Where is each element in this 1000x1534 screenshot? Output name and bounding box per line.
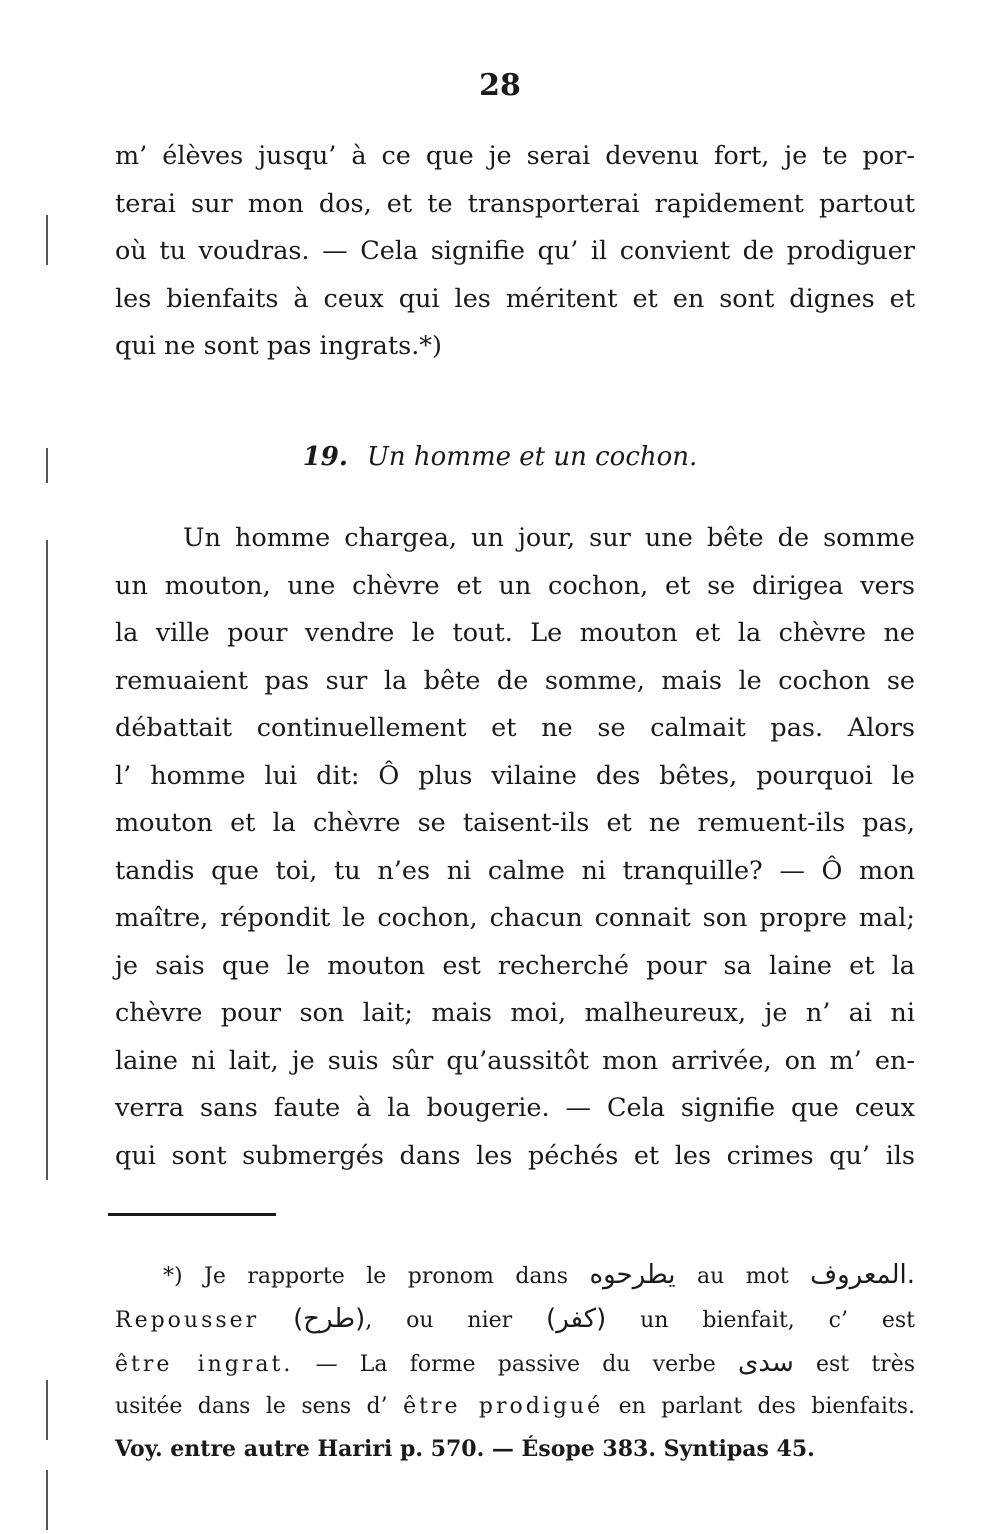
footnote-text: *) Je rapporte le pronom dans (163, 1264, 568, 1289)
margin-mark (46, 215, 48, 265)
footnote-rule (108, 1213, 276, 1216)
text-line: chèvre pour son lait; mais moi, malheureux, je n’ ai ni (115, 998, 915, 1028)
margin-mark (46, 1470, 48, 1530)
margin-mark (46, 448, 48, 483)
text-line: débattait continuellement et ne se calmait pas. Alors (115, 713, 915, 743)
footnote-text: en parlant des bienfaits. (618, 1394, 916, 1419)
text-line: terai sur mon dos, et te transporterai rapidement partout (115, 188, 915, 219)
text-line: verra sans faute à la bougerie. — Cela signifie que ceux (115, 1093, 915, 1123)
margin-mark (46, 1380, 48, 1440)
footnote-line (115, 1342, 915, 1386)
fable-title: Un homme et un cochon. (366, 442, 698, 472)
text-line: qui sont submergés dans les péchés et les crimes qu’ ils (115, 1140, 915, 1171)
arabic-word: (طرح) (293, 1304, 366, 1334)
text-line: m’ élèves jusqu’ à ce que je serai devenu fort, je te por- (115, 141, 915, 171)
fable-heading (0, 442, 1000, 472)
text-line: Un homme chargea, un jour, sur une bête de somme (183, 523, 915, 553)
footnote-line (115, 1254, 915, 1298)
footnote-text: est très (815, 1352, 916, 1377)
fable-number: 19. (302, 442, 348, 472)
footnote-term: être ingrat. (115, 1352, 294, 1377)
text-line: qui ne sont pas ingrats.*) (115, 331, 442, 361)
footnote-text: un bienfait, c’ est (640, 1308, 916, 1333)
footnote-text: — La forme passive du verbe (315, 1352, 716, 1377)
main-paragraph (115, 515, 915, 1180)
footnote-line (115, 1386, 915, 1428)
arabic-word: يطرحوه (589, 1260, 676, 1290)
text-line: l’ homme lui dit: Ô plus vilaine des bêtes, pourquoi le (115, 760, 915, 791)
arabic-word: المعروف. (810, 1260, 915, 1290)
footnote-text: usitée dans le sens d’ (115, 1394, 388, 1419)
text-line: les bienfaits à ceux qui les méritent et en sont dignes et (115, 283, 915, 314)
page-number: 28 (479, 68, 521, 103)
text-line: mouton et la chèvre se taisent-ils et ne remuent-ils pas, (115, 808, 915, 838)
top-paragraph (115, 133, 915, 371)
text-line: je sais que le mouton est recherché pour sa laine et la (115, 950, 915, 981)
text-line: un mouton, une chèvre et un cochon, et se dirigea vers (115, 570, 915, 601)
text-line: tandis que toi, tu n’es ni calme ni tranquille? — Ô mon (115, 855, 915, 886)
arabic-word: سدى (737, 1348, 794, 1378)
text-line: maître, répondit le cochon, chacun connait son propre mal; (115, 903, 915, 933)
text-line: la ville pour vendre le tout. Le mouton et la chèvre ne (115, 618, 915, 648)
text-line: remuaient pas sur la bête de somme, mais le cochon se (115, 665, 915, 696)
margin-mark (46, 540, 48, 1180)
footnote-text: , ou nier (365, 1308, 513, 1333)
footnote-term: Repousser (115, 1308, 260, 1333)
footnote-line (115, 1298, 915, 1342)
footnote (115, 1254, 915, 1470)
arabic-word: (كفر) (546, 1304, 607, 1334)
text-line: laine ni lait, je suis sûr qu’aussitôt mon arrivée, on m’ en- (115, 1045, 915, 1076)
text-line: où tu voudras. — Cela signifie qu’ il convient de prodiguer (115, 236, 915, 266)
footnote-text: au mot (696, 1264, 789, 1289)
footnote-line: Voy. entre autre Hariri p. 570. — Ésope 383. Syntipas 45. (115, 1436, 815, 1462)
footnote-term: être prodigué (403, 1394, 604, 1419)
